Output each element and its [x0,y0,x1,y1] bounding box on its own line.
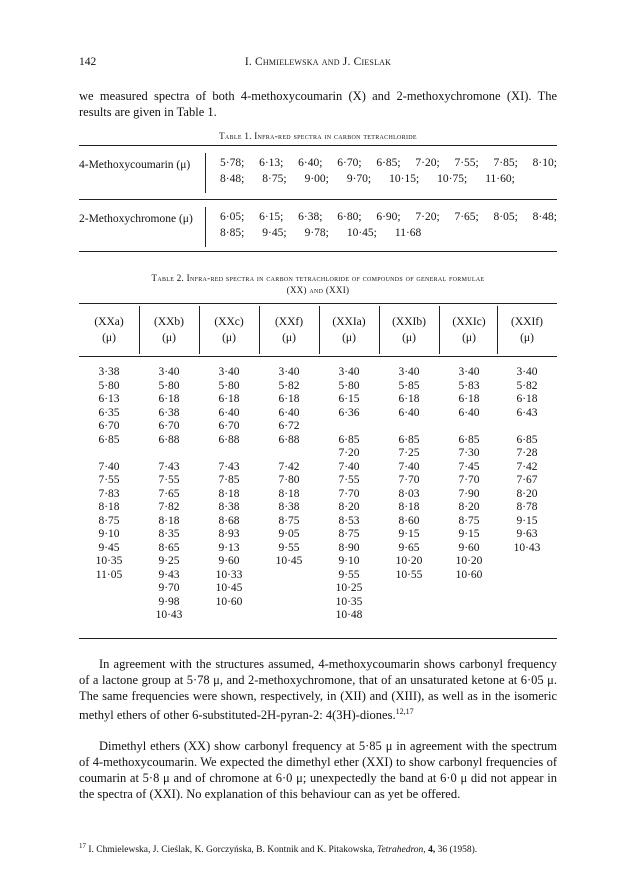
table-cell: 10·15; [389,173,420,185]
table-cell: 7·67 [516,474,538,486]
table-cell: 9·55 [278,541,300,554]
table-cell: 8·48; [220,173,245,185]
table-cell: 10·35 [95,555,123,567]
table-cell: 5·82 [516,379,538,392]
table-cell: 8·78 [516,501,538,513]
table-cell: 7·85; [493,157,518,169]
column-header-label: (XXc) [214,316,244,328]
table-cell: 8·60 [398,514,420,527]
table2-column-xxc [199,366,259,609]
table-cell: 7·20; [415,157,440,169]
table2-column-divider [379,306,380,354]
table-cell: 8·75 [98,514,120,527]
table-cell: 11·05 [95,568,123,581]
column-header-label: (XXIc) [452,316,486,328]
table2-column-xxa [79,366,139,582]
table-cell: 6·85 [338,433,360,446]
table-cell: 7·70 [458,474,480,486]
table-cell: 7·42 [516,460,538,473]
table2-caption-line: (XX) and (XXI) [286,285,350,295]
table-cell: 7·20; [415,211,440,223]
table-cell: 8·85; [220,227,245,239]
table-cell: 7·25 [398,447,420,459]
table2-column-header [497,314,557,346]
table-cell [439,420,499,434]
table-cell: 8·18 [158,514,180,527]
table-cell: 6·18 [278,393,300,405]
table-cell: 8·90 [338,541,360,554]
table-cell: 7·20 [338,447,360,459]
table-cell: 7·90 [458,487,480,500]
table1-column-divider [205,153,206,193]
table-cell: 9·15 [516,514,538,527]
table-cell: 8·38 [218,501,240,513]
table2-column-header [259,314,319,346]
table-cell: 8·68 [218,514,240,527]
table1-column-divider [205,207,206,247]
table-cell: 6·18 [158,393,180,405]
table2-column-header [319,314,379,346]
table-cell: 8·20 [338,501,360,513]
table-cell: 8·38 [278,501,300,513]
table-cell: 9·60 [218,555,240,567]
table1-values-line [220,225,557,241]
table-cell: 9·13 [218,541,240,554]
table-cell: 5·80 [98,379,120,392]
table-cell: 6·80; [337,211,362,223]
table-cell: 8·18 [398,501,420,513]
table-cell: 6·85 [458,433,480,446]
table2-column-xxib [379,366,439,582]
table1-caption: Table 1. Infra-red spectra in carbon tetrachloride [219,131,417,141]
column-header-unit: (μ) [402,332,416,344]
table-cell: 10·75; [437,173,468,185]
table-cell: 8·75; [262,173,287,185]
table-cell: 10·20 [455,555,483,567]
table2-column-xxic [439,366,499,582]
table-cell: 8·53 [338,514,360,527]
table-cell: 9·25 [158,555,180,567]
table-cell: 3·40 [398,366,420,378]
table1-top-rule [79,145,557,146]
intro-paragraph: we measured spectra of both 4-methoxycoumarin (X) and 2-methoxychromone (XI). The results are given in Table 1. [79,89,557,119]
table2-column-divider [319,306,320,354]
table-cell: 10·20 [395,555,423,567]
table-cell: 6·15 [338,393,360,405]
page-number: 142 [79,56,97,68]
table2-column-divider [259,306,260,354]
column-header-label: (XXIa) [332,316,366,328]
table-cell: 8·35 [158,528,180,540]
table-cell: 9·63 [516,528,538,540]
table-cell: 7·55; [454,157,479,169]
table-cell [319,420,379,434]
table-cell: 9·10 [338,555,360,567]
citation-superscript: 12,17 [395,707,414,716]
table-cell: 11·60; [485,173,515,185]
table-cell [259,447,319,461]
table-cell: 7·55 [98,474,120,486]
table-cell [79,447,139,461]
table1-compound-name: 4-Methoxycoumarin (μ) [79,159,191,171]
table-cell: 8·10; [532,157,557,169]
table-cell: 7·40 [338,460,360,473]
column-header-unit: (μ) [222,332,236,344]
table-cell: 6·88 [218,433,240,446]
table-cell: 10·33 [215,568,243,581]
column-header-label: (XXf) [274,316,304,328]
table2-header-rule [79,356,557,357]
table-cell: 6·85; [376,157,401,169]
table-cell: 6·15; [259,211,284,223]
table-cell: 6·88 [278,433,300,446]
table-cell [199,447,259,461]
table-cell: 6·38 [158,406,180,419]
table-cell: 9·78; [304,227,329,239]
table2-column-header [439,314,499,346]
table2-column-xxb [139,366,199,623]
table-cell: 5·80 [158,379,180,392]
table-cell: 9·00; [304,173,329,185]
table-cell: 10·43 [513,541,541,554]
table-cell: 10·45 [275,555,303,567]
table2-column-divider [139,306,140,354]
table-cell: 8·18 [218,487,240,500]
table-cell: 8·65 [158,541,180,554]
table-cell: 5·80 [338,379,360,392]
column-header-unit: (μ) [342,332,356,344]
table-cell: 7·55 [338,474,360,486]
table-cell: 6·05; [220,211,245,223]
table-cell: 10·45; [346,227,377,239]
table-cell: 8·75 [458,514,480,527]
table1-values-line [220,209,557,225]
table2-top-rule [79,303,557,304]
table-cell: 9·45 [98,541,120,554]
table-cell: 3·40 [338,366,360,378]
table-cell: 5·80 [218,379,240,392]
table-cell: 10·45 [215,582,243,594]
footnote-pages: 36 (1958). [437,845,478,856]
table-cell: 8·05; [493,211,518,223]
table2-column-header [379,314,439,346]
paragraph-text: In agreement with the structures assumed, 4-methoxycoumarin shows carbonyl frequency of a lactone group at 5·78 μ, and 2-methoxychromone, that of an unsaturated ketone at 6·05 μ. The same frequencies were shown, respectively, in (XII) and (XIII), as well as in the isomeric methyl ethers of other 6-substituted-2H-pyran-2: 4(3H)-diones. [79,657,557,723]
table1-values [220,209,557,241]
table1-compound-name: 2-Methoxychromone (μ) [79,213,193,225]
table1-middle-rule [79,199,557,200]
footnote-number: 17 [79,842,86,850]
table-cell: 8·75 [278,514,300,527]
table-cell: 6·18 [458,393,480,405]
table-cell: 7·85 [218,474,240,486]
body-paragraph [79,656,557,723]
table-cell: 7·40 [98,460,120,473]
table-cell: 3·40 [516,366,538,378]
table-cell: 7·82 [158,501,180,513]
table-cell: 5·78; [220,157,245,169]
table-cell: 8·18 [98,501,120,513]
table-cell: 9·43 [158,568,180,581]
table-cell: 6·90; [376,211,401,223]
table-cell: 9·55 [338,568,360,581]
table-cell: 7·70 [398,474,420,486]
table-cell: 7·70 [338,487,360,500]
column-header-unit: (μ) [102,332,116,344]
table-cell: 7·80 [278,474,300,486]
table-cell: 6·70; [337,157,362,169]
table-cell: 8·20 [516,487,538,500]
table-cell: 7·65 [158,487,180,500]
table-cell: 5·85 [398,379,420,392]
table-cell: 6·85 [516,433,538,446]
table2-column-xxf [259,366,319,569]
table-cell: 6·38; [298,211,323,223]
table-cell: 9·60 [458,541,480,554]
column-header-label: (XXIb) [392,316,426,328]
table-cell: 6·35 [98,406,120,419]
table2-column-header [199,314,259,346]
column-header-unit: (μ) [162,332,176,344]
table-cell: 8·48; [532,211,557,223]
table2-column-divider [439,306,440,354]
column-header-label: (XXa) [94,316,124,328]
table-cell: 5·82 [278,379,300,392]
footnote-volume: 4, [428,845,436,856]
running-head-authors: I. Chmielewska and J. Cieslak [244,56,392,68]
table-cell: 9·10 [98,528,120,540]
table-cell: 10·60 [455,568,483,581]
table-cell: 5·83 [458,379,480,392]
table-cell: 6·72 [278,420,300,432]
table-cell: 3·40 [278,366,300,378]
footnote [79,840,557,856]
table-cell: 9·98 [158,595,180,608]
table2-column-xxia [319,366,379,623]
table-cell: 6·40 [398,406,420,419]
footnote-text: I. Chmielewska, J. Cieślak, K. Gorczyńska, B. Kontnik and K. Pitakowska, [88,845,375,856]
table1-values [220,155,557,187]
table-cell: 10·43 [155,609,183,621]
table-cell: 7·65; [454,211,479,223]
table1-row [79,209,557,243]
table2-column-header [79,314,139,346]
table-cell: 10·60 [215,595,243,608]
table-cell: 6·40; [298,157,323,169]
table-cell: 8·18 [278,487,300,500]
table-cell: 6·13; [259,157,284,169]
table-cell: 6·85 [98,433,120,446]
table-cell: 6·40 [278,406,300,419]
table-cell: 10·25 [335,582,363,594]
table2-caption-line: Table 2. Infra-red spectra in carbon tetrachloride of compounds of general formulae [151,273,485,283]
table1-values-line [220,155,557,171]
table-cell: 7·55 [158,474,180,486]
table-cell: 6·36 [338,406,360,419]
table2-column-divider [199,306,200,354]
table2-column-header [139,314,199,346]
table1-values-line [220,171,557,187]
table-cell: 6·40 [218,406,240,419]
table-cell: 9·05 [278,528,300,540]
table2-header [79,314,557,354]
table-cell: 8·20 [458,501,480,513]
table1-row [79,155,557,189]
table-cell: 6·13 [98,393,120,405]
table-cell: 3·40 [218,366,240,378]
table-cell: 10·35 [335,595,363,608]
table-cell: 9·45; [262,227,287,239]
footnote-journal: Tetrahedron, [377,845,426,856]
table-cell: 7·43 [158,460,180,473]
column-header-unit: (μ) [282,332,296,344]
column-header-unit: (μ) [520,332,534,344]
table-cell: 3·40 [458,366,480,378]
table-cell: 9·65 [398,541,420,554]
table-cell: 6·18 [218,393,240,405]
table-cell: 8·75 [338,528,360,540]
table-cell: 9·70 [158,582,180,594]
table-cell: 9·70; [346,173,372,185]
table-cell [139,447,199,461]
table-cell: 7·43 [218,460,240,473]
body-paragraph: Dimethyl ethers (XX) show carbonyl frequency at 5·85 μ in agreement with the spectrum of 4-methoxycoumarin. We expected the dimethyl ether (XXI) to show carbonyl frequencies of coumarin at 5·8 μ and of chromone at 6·0 μ; unexpectedly the band at 6·0 μ did not appear in the spectra of (XXI). No explanation of this behaviour can as yet be offered. [79,739,557,801]
table-cell: 7·83 [98,487,120,500]
table2-caption [79,272,557,296]
table-cell: 9·15 [398,528,420,540]
table-cell: 8·03 [398,487,420,500]
column-header-label: (XXb) [153,316,185,328]
table2-column-xxif [497,366,557,555]
table-cell: 6·18 [398,393,420,405]
column-header-unit: (μ) [462,332,476,344]
table-cell: 7·28 [516,447,538,459]
table2-bottom-rule [79,638,557,639]
table-cell [497,420,557,434]
table-cell: 6·43 [516,406,538,419]
table-cell: 7·42 [278,460,300,473]
table-cell: 10·48 [335,609,363,621]
table-cell: 6·88 [158,433,180,446]
table-cell: 7·40 [398,460,420,473]
table-cell: 7·45 [458,460,480,473]
column-header-label: (XXIf) [511,316,543,328]
table-cell: 8·93 [218,528,240,540]
table-cell: 6·70 [158,420,180,432]
table-cell: 7·30 [458,447,480,459]
table-cell: 6·18 [516,393,538,405]
table2-column-divider [497,306,498,354]
table-cell: 6·70 [218,420,240,432]
table1-bottom-rule [79,251,557,252]
table-cell: 9·15 [458,528,480,540]
table-cell: 6·70 [98,420,120,432]
table-cell: 3·38 [98,366,120,378]
table-cell: 6·40 [458,406,480,419]
table-cell [379,420,439,434]
table-cell: 6·85 [398,433,420,446]
table-cell: 3·40 [158,366,180,378]
table-cell: 10·55 [395,568,423,581]
running-head [79,56,557,72]
table-cell: 11·68 [394,227,422,239]
